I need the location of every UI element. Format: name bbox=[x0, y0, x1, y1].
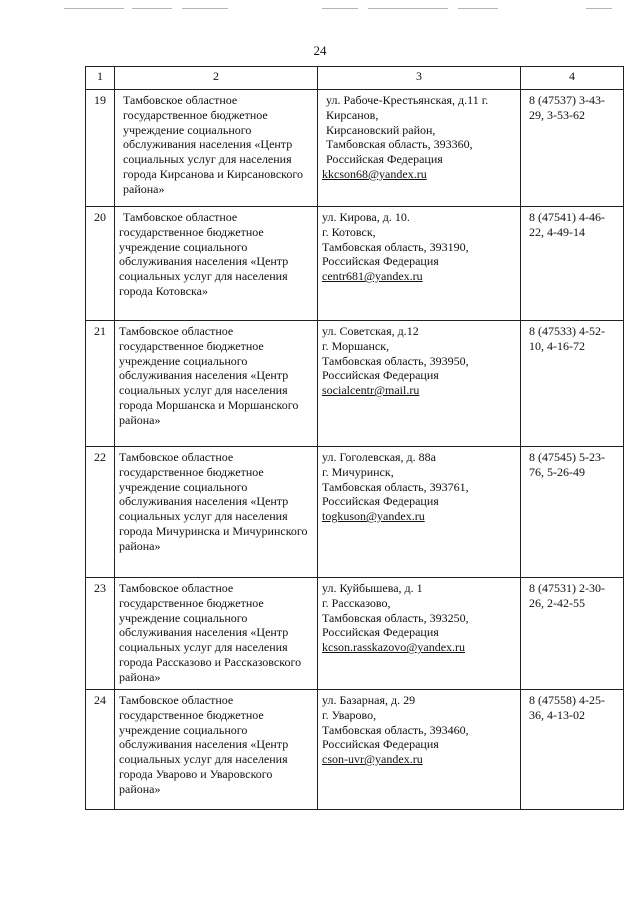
table-row bbox=[86, 578, 624, 690]
email-link[interactable]: kcson.rasskazovo@yandex.ru bbox=[322, 640, 466, 655]
email-link[interactable]: centr681@yandex.ru bbox=[322, 269, 423, 284]
scan-artifact-line bbox=[132, 8, 172, 9]
email-link[interactable]: togkuson@yandex.ru bbox=[322, 509, 425, 524]
scan-artifact-line bbox=[458, 8, 498, 9]
institution-address: ул. Рабоче-Крестьянская, д.11 г. Кирсанов, Кирсановский район, Тамбовская область, 393360, Российская Федерация kkcson68@yandex.ru bbox=[318, 90, 521, 207]
institution-address: ул. Советская, д.12 г. Моршанск, Тамбовская область, 393950, Российская Федерация socialcentr@mail.ru bbox=[318, 321, 521, 447]
table-row bbox=[86, 690, 624, 810]
scan-artifact-line bbox=[322, 8, 358, 9]
institution-name: Тамбовское областное государственное бюджетное учреждение социального обслуживания населения «Центр социальных услуг для населения города Мичуринска и Мичуринского района» bbox=[115, 447, 318, 578]
table-row bbox=[86, 321, 624, 447]
institution-name: Тамбовское областное государственное бюджетное учреждение социального обслуживания населения «Центр социальных услуг для населения города Кирсанова и Кирсановского района» bbox=[115, 90, 318, 207]
institution-name: Тамбовское областное государственное бюджетное учреждение социального обслуживания населения «Центр социальных услуг для населения города Рассказово и Рассказовского района» bbox=[115, 578, 318, 690]
institution-address: ул. Гоголевская, д. 88а г. Мичуринск, Тамбовская область, 393761, Российская Федерация togkuson@yandex.ru bbox=[318, 447, 521, 578]
scan-artifact-line bbox=[368, 8, 448, 9]
institutions-table bbox=[85, 66, 624, 810]
institution-phone: 8 (47545) 5-23- 76, 5-26-49 bbox=[521, 447, 624, 578]
header-col-3: 3 bbox=[318, 67, 521, 90]
institution-address: ул. Кирова, д. 10. г. Котовск, Тамбовская область, 393190, Российская Федерация centr681@yandex.ru bbox=[318, 207, 521, 321]
institution-phone: 8 (47533) 4-52- 10, 4-16-72 bbox=[521, 321, 624, 447]
scan-artifact-line bbox=[586, 8, 612, 9]
institution-phone: 8 (47537) 3-43- 29, 3-53-62 bbox=[521, 90, 624, 207]
header-col-1: 1 bbox=[86, 67, 115, 90]
institution-address: ул. Куйбышева, д. 1 г. Рассказово, Тамбовская область, 393250, Российская Федерация kcson.rasskazovo@yandex.ru bbox=[318, 578, 521, 690]
institution-name: Тамбовское областное государственное бюджетное учреждение социального обслуживания населения «Центр социальных услуг для населения города Уварово и Уваровского района» bbox=[115, 690, 318, 810]
row-number: 21 bbox=[86, 321, 115, 447]
institution-name: Тамбовское областное государственное бюджетное учреждение социального обслуживания населения «Центр социальных услуг для населения города Моршанска и Моршанского района» bbox=[115, 321, 318, 447]
scan-artifact-line bbox=[64, 8, 124, 9]
table-row bbox=[86, 447, 624, 578]
scan-artifact-line bbox=[182, 8, 228, 9]
row-number: 20 bbox=[86, 207, 115, 321]
table-row bbox=[86, 207, 624, 321]
row-number: 19 bbox=[86, 90, 115, 207]
institution-name: Тамбовское областное государственное бюджетное учреждение социального обслуживания населения «Центр социальных услуг для населения города Котовска» bbox=[115, 207, 318, 321]
email-link[interactable]: kkcson68@yandex.ru bbox=[322, 166, 427, 181]
table-row bbox=[86, 90, 624, 207]
row-number: 23 bbox=[86, 578, 115, 690]
header-col-4: 4 bbox=[521, 67, 624, 90]
header-col-2: 2 bbox=[115, 67, 318, 90]
institution-phone: 8 (47531) 2-30- 26, 2-42-55 bbox=[521, 578, 624, 690]
row-number: 22 bbox=[86, 447, 115, 578]
institution-address: ул. Базарная, д. 29 г. Уварово, Тамбовская область, 393460, Российская Федерация cson-uvr@yandex.ru bbox=[318, 690, 521, 810]
institution-phone: 8 (47541) 4-46- 22, 4-49-14 bbox=[521, 207, 624, 321]
email-link[interactable]: cson-uvr@yandex.ru bbox=[322, 752, 423, 767]
row-number: 24 bbox=[86, 690, 115, 810]
page-number: 24 bbox=[313, 43, 327, 58]
table-header-row bbox=[86, 67, 624, 90]
email-link[interactable]: socialcentr@mail.ru bbox=[322, 383, 420, 398]
institution-phone: 8 (47558) 4-25- 36, 4-13-02 bbox=[521, 690, 624, 810]
